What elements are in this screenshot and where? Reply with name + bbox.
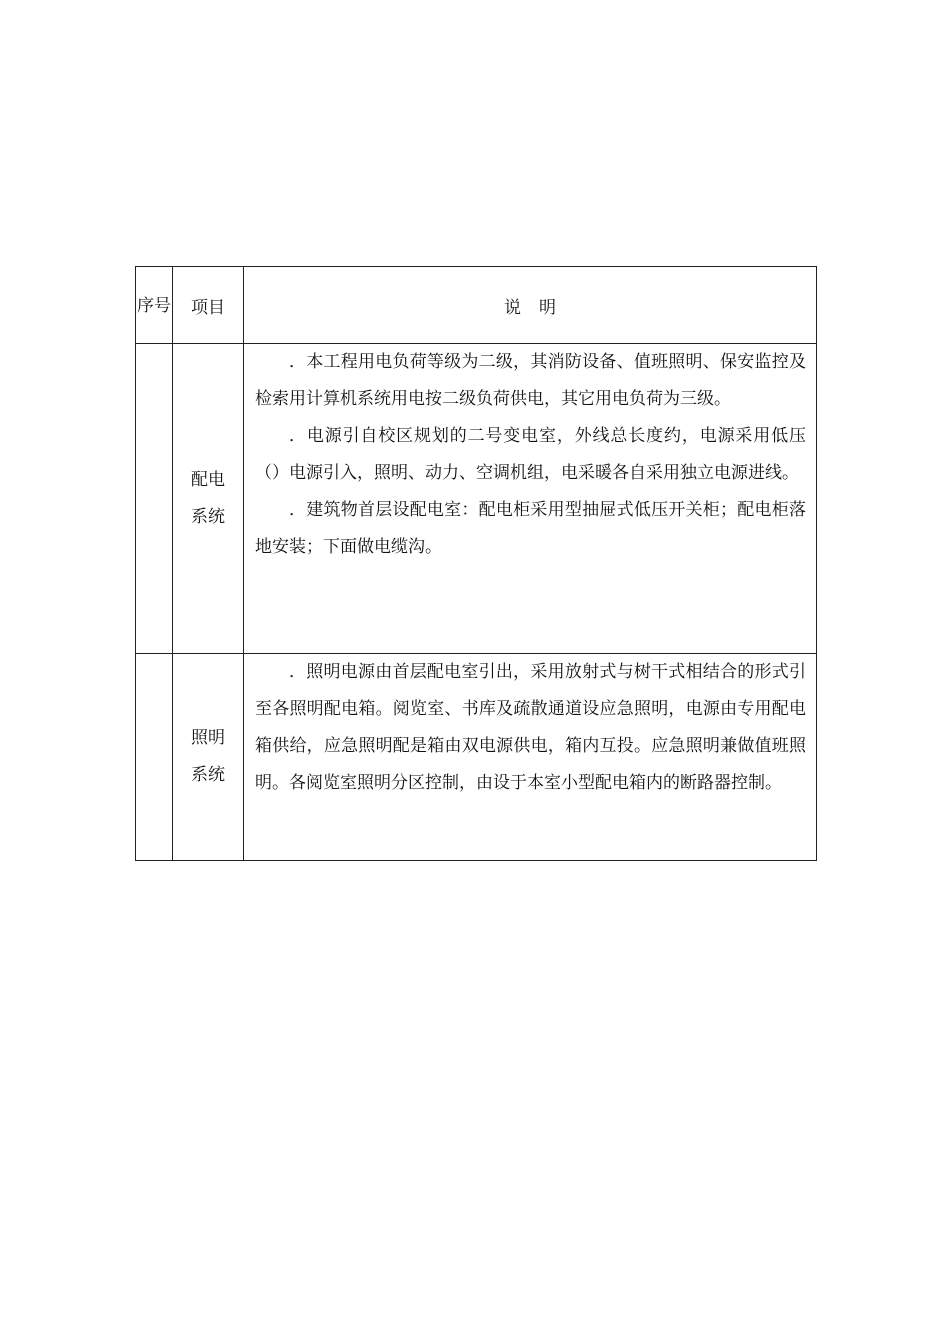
- item-label-line: 系统: [191, 506, 225, 527]
- desc-paragraph: ．建筑物首层设配电室：配电柜采用型抽屉式低压开关柜；配电柜落地安装；下面做电缆沟。: [255, 500, 806, 557]
- header-seq-text: 序号: [137, 296, 171, 316]
- seq-cell: [136, 344, 173, 654]
- item-label-line: 照明: [191, 728, 225, 748]
- electrical-spec-table: [135, 266, 817, 861]
- desc-cell: [244, 654, 817, 861]
- table-header-row: [136, 267, 817, 344]
- table-row: [136, 654, 817, 861]
- item-cell: [173, 654, 244, 861]
- desc-paragraph: ．照明电源由首层配电室引出，采用放射式与树干式相结合的形式引至各照明配电箱。阅览室、书库及疏散通道设应急照明，电源由专用配电箱供给，应急照明配是箱由双电源供电，箱内互投。应急照明兼做值班照明。各阅览室照明分区控制，由设于本室小型配电箱内的断路器控制。: [255, 662, 806, 793]
- desc-paragraph: ．本工程用电负荷等级为二级，其消防设备、值班照明、保安监控及检索用计算机系统用电按二级负荷供电，其它用电负荷为三级。: [255, 352, 806, 409]
- desc-paragraph: ．电源引自校区规划的二号变电室，外线总长度约，电源采用低压（）电源引入，照明、动力、空调机组，电采暖各自采用独立电源进线。: [255, 426, 806, 483]
- header-desc: 说明: [244, 267, 817, 344]
- seq-cell: [136, 654, 173, 861]
- header-item: 项目: [173, 267, 244, 344]
- item-cell: [173, 344, 244, 654]
- table-row: [136, 344, 817, 654]
- item-label-line: 系统: [191, 765, 225, 785]
- item-label-line: 配电: [191, 469, 225, 490]
- header-seq: [136, 267, 173, 344]
- desc-cell: [244, 344, 817, 654]
